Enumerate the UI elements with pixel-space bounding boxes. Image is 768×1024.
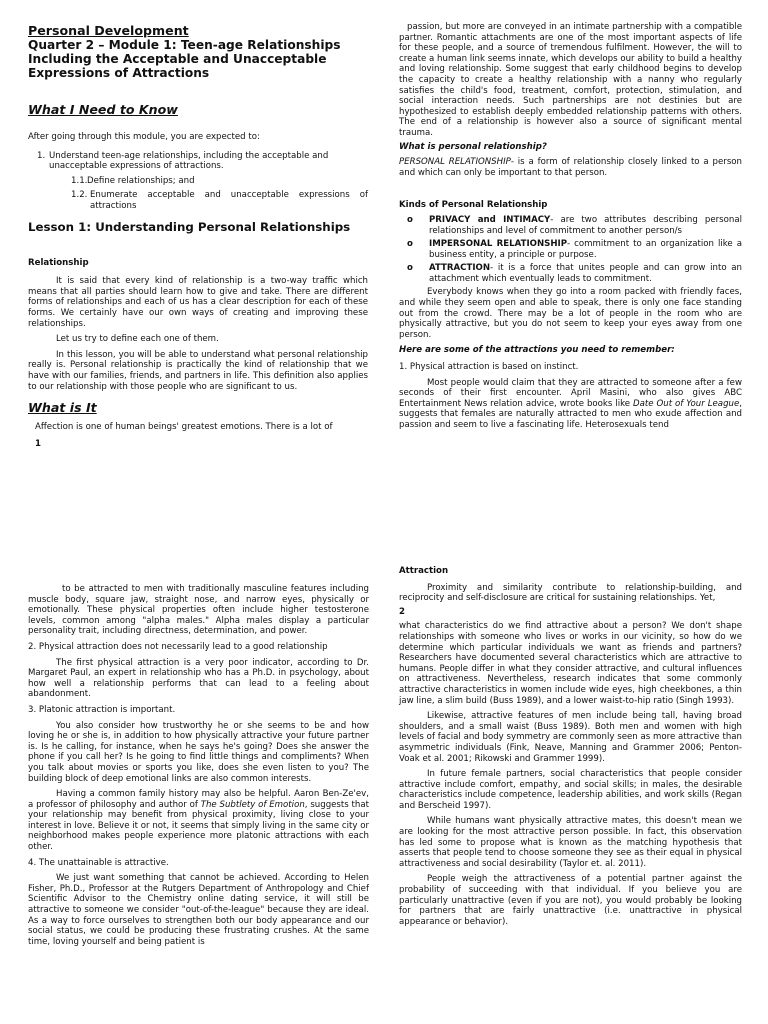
- paragraph: We just want something that cannot be achieved. According to Helen Fisher, Ph.D., Professor at the Rutgers Department of Anthropology and Chief Scientific Advisor to the Chemistry online dating service, it will still be attractive to someone we consider "out-of-the-league" because they are ideal. As a way to force ourselves to strengthen both our body appearance and our social status, we could be producing these frustrating crushes. At the same time, loving yourself and being patient is: [28, 873, 369, 947]
- paragraph: Proximity and similarity contribute to relationship-building, and reciprocity and self-disclosure are critical for sustaining relationships. Yet,: [399, 582, 742, 604]
- sub-objective-item: [28, 176, 368, 187]
- paragraph: You also consider how trustworthy he or she seems to be and how loving he or she is, in addition to how physically attractive your future partner is. Is he calling, for instance, when he says he's going? Does she answer the phone if you call her? Is he going to find little things and compliments? When you talk about movies or sports you like, does she even listen to you? The building block of deep emotional links are also common interests.: [28, 720, 369, 784]
- objective-text: Understand teen-age relationships, including the acceptable and unacceptable expressions of attractions.: [49, 150, 329, 172]
- lesson-title: Lesson 1: Understanding Personal Relationships: [28, 219, 351, 234]
- paragraph: People weigh the attractiveness of a potential partner against the probability of succeeding with that individual. If you believe you are particularly unattractive (even if you are not), you would probably be looking for partners that are fairly unattractive (i.e. unattractive in physical appearance or behavior).: [399, 874, 742, 927]
- bullet-icon: o: [407, 263, 413, 274]
- page-number: 1: [35, 438, 41, 449]
- kinds-heading: Kinds of Personal Relationship: [399, 200, 548, 211]
- paragraph: Everybody knows when they go into a room packed with friendly faces, and while they seem open and able to speak, there is only one face standing out from the crowd. There may be a lot of people in the room who are physically attractive, but you do not seem to keep your eyes away from one person.: [399, 287, 742, 340]
- subject-title: Personal Development: [28, 23, 189, 38]
- bullet-item: [399, 239, 742, 260]
- numbered-point: 2. Physical attraction does not necessarily lead to a good relationship: [28, 641, 328, 652]
- sub-objective-text: Enumerate acceptable and unacceptable expressions of attractions: [90, 190, 368, 211]
- paragraph: In future female partners, social characteristics that people consider attractive include comfort, empathy, and social skills; in males, the desirable characteristics include competence, leadership abilities, and work skills (Regan and Berscheid 1997).: [399, 769, 742, 811]
- page-2-right-column: [399, 566, 742, 927]
- sub-objective-item: [28, 190, 368, 211]
- numbered-point: 3. Platonic attraction is important.: [28, 704, 176, 715]
- paragraph: In this lesson, you will be able to understand what personal relationship really is. Personal relationship is practically the kind of relationship that we have with our families, friends, and partners in life. This definition also applies to our relationship with those people who are significant to us.: [28, 349, 368, 392]
- paragraph: to be attracted to men with traditionally masculine features including muscle body, square jaw, straight nose, and narrow eyes, physically or emotionally. These physical properties often include higher testosterone levels, common among "alpha males." Alpha males display a particular personality trait, including directness, determination, and power.: [28, 584, 369, 637]
- paragraph: Let us try to define each one of them.: [56, 334, 219, 345]
- bullet-text: - are two attributes describing personal relationships and level of commitment to another person/s: [429, 214, 742, 236]
- question-heading: What is personal relationship?: [399, 141, 547, 152]
- bullet-icon: o: [407, 214, 413, 225]
- paragraph: It is said that every kind of relationship is a two-way traffic which means that all parties should learn how to give and take. There are different forms of relationships and each of us has a clear description for each of these forms. We certainly have our own ways of creating and improving these relationships.: [28, 276, 368, 329]
- attraction-heading: Attraction: [399, 566, 449, 576]
- definition-text: - is a form of relationship closely linked to a person and which can only be important to that person.: [399, 157, 742, 178]
- sub-objective-number: 1.2.: [71, 190, 88, 201]
- sub-objective-text: Define relationships; and: [87, 175, 195, 186]
- page-2-left-column: [28, 584, 369, 947]
- numbered-point: 1. Physical attraction is based on instinct.: [399, 362, 579, 373]
- section-heading-what-is-it: What is It: [28, 400, 97, 416]
- definition-term: PERSONAL RELATIONSHIP: [399, 157, 511, 168]
- paragraph: Affection is one of human beings' greatest emotions. There is a lot of: [35, 422, 333, 433]
- bullet-term: PRIVACY and INTIMACY: [429, 214, 551, 225]
- bullet-icon: o: [407, 239, 413, 250]
- paragraph: what characteristics do we find attractive about a person? We don't shape relationships with someone who lives or works in our vicinity, so how do we determine which particular individuals we want as friends and partners? Researchers have documented several characteristics which are attractive to humans. People differ in what they consider attractive, and cultural influences on attractiveness. Nevertheless, research indicates that some commonly attractive characteristics in women include wide eyes, high cheekbones, a thin jaw line, a slim build (Buss 1989), and a lower waist-to-hip ratio (Singh 1993).: [399, 621, 742, 706]
- numbered-point: 4. The unattainable is attractive.: [28, 857, 169, 868]
- paragraph: Most people would claim that they are attracted to someone after a few seconds of their first encounter. April Masini, who also gives ABC Entertainment News relation advice, wrote books like Date Out of Your League, suggests that females are naturally attracted to men who exude affection and passion and seem to live a fascinating life. Heterosexuals tend: [399, 377, 743, 430]
- definition-paragraph: [399, 157, 742, 178]
- section-heading-what-i-need-to-know: What I Need to Know: [28, 102, 178, 117]
- module-title: Quarter 2 – Module 1: Teen-age Relationships Including the Acceptable and Unacceptable Expressions of Attractions: [28, 38, 341, 80]
- bullet-item: [399, 215, 742, 236]
- paragraph: Having a common family history may also be helpful. Aaron Ben-Ze'ev, a professor of philosophy and author of The Subtlety of Emotion, suggests that your relationship may benefit from physical proximity, living close to your interest in love. Believe it or not, it seems that simply living in the same city or neighborhood makes people experience more platonic attractions with each other.: [28, 789, 370, 853]
- bullet-text: - it is a force that unites people and can grow into an attachment which eventually leads to commitment.: [429, 263, 742, 284]
- paragraph: passion, but more are conveyed in an intimate partnership with a compatible partner. Romantic attachments are one of the most important aspects of life for these people, and a source of tremendous fulfilment. However, the will to create a human link seems innate, which develops our ability to build a healthy and loving relationship. Some suggest that early childhood begins to develop the capacity to create a healthy relationship with a nanny who regularly satisfies the child's food, treatment, comfort, protection, stimulation, and social interaction needs. Such partnerships are not destinies but are hypothesized to establish deeply embedded relationship patterns with others. The end of a relationship is however also a source of significant mental trauma.: [399, 22, 742, 138]
- paragraph: The first physical attraction is a very poor indicator, according to Dr. Margaret Paul, an expert in relationship who has a Ph.D. in psychology, about how well a relationship performs that can lead to a feeling about abandonment.: [28, 657, 369, 700]
- bullet-text: - commitment to an organization like a business entity, a principle or purpose.: [429, 239, 742, 260]
- remember-heading: Here are some of the attractions you need to remember:: [399, 345, 675, 356]
- page-1-right-column: [399, 22, 742, 431]
- page-number: 2: [399, 606, 405, 617]
- relationship-heading: Relationship: [28, 257, 89, 268]
- objective-item: [28, 151, 368, 172]
- book-title: The Subtlety of Emotion: [200, 799, 305, 810]
- book-title: Date Out of Your League: [633, 398, 740, 409]
- bullet-term: ATTRACTION: [429, 263, 491, 274]
- sub-objective-number: 1.1.: [71, 175, 88, 186]
- paragraph: Likewise, attractive features of men include being tall, having broad shoulders, and a small waist (Buss 1989). Both men and women with high levels of facial and body symmetry are commonly seen as more attractive than asymmetric individuals (Fink, Neave, Manning and Grammer 2006; Penton-Voak et al. 2001; Rikowski and Grammer 1999).: [399, 711, 742, 764]
- objectives-intro: After going through this module, you are expected to:: [28, 132, 260, 142]
- bullet-term: IMPERSONAL RELATIONSHIP: [429, 239, 568, 250]
- objective-number: 1.: [37, 150, 46, 161]
- page-1-left-column: [28, 24, 368, 449]
- bullet-item: [399, 263, 742, 284]
- paragraph: While humans want physically attractive mates, this doesn't mean we are looking for the most attractive person possible. In fact, this observation has led some to propose what is known as the matching hypothesis that asserts that people tend to choose someone they see as their equal in physical attractiveness and social desirability (Taylor et. al. 2011).: [399, 816, 742, 869]
